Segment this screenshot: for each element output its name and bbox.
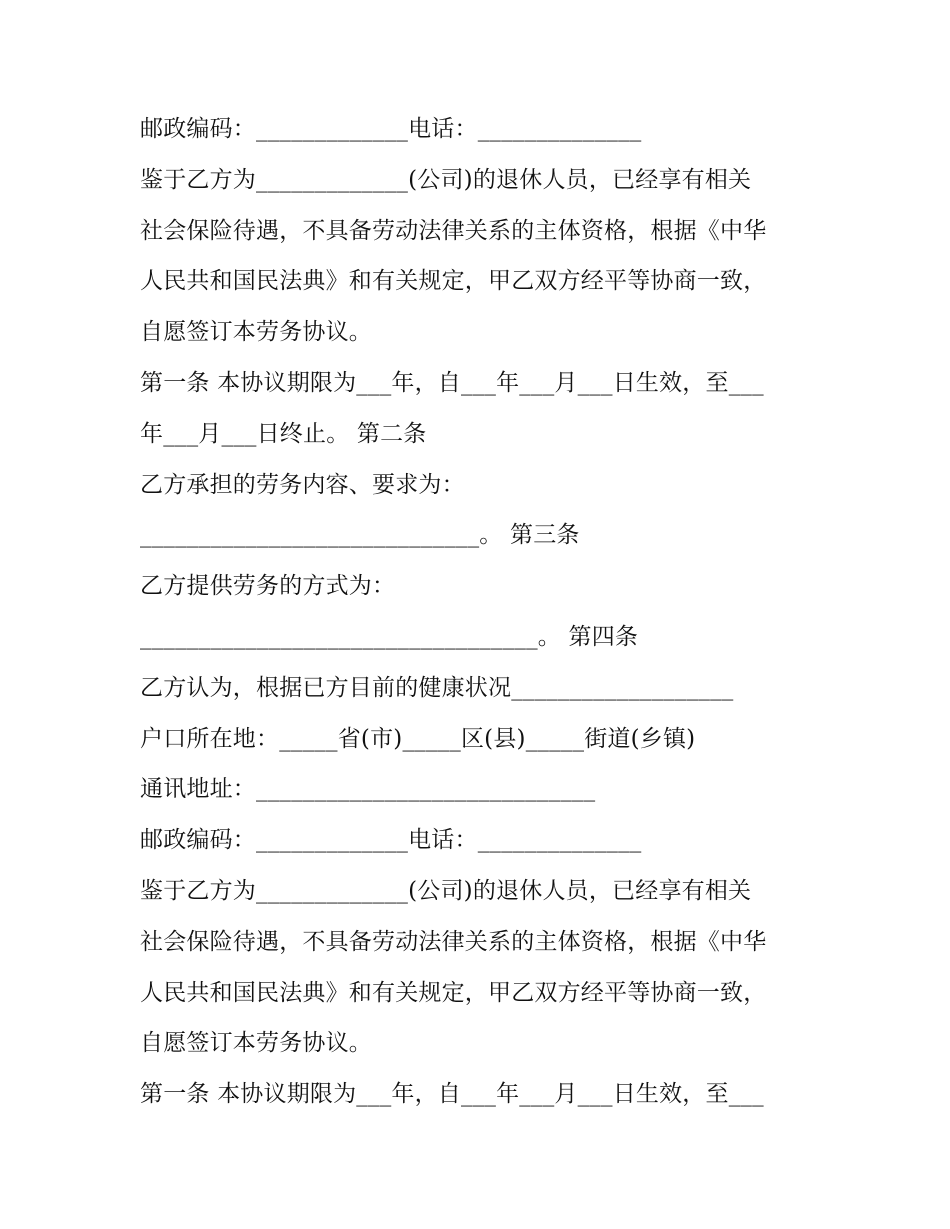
text-line-article-3: _____________________________。 第三条 — [140, 522, 580, 549]
text-line-health-status: 乙方认为，根据已方目前的健康状况___________________ — [140, 674, 734, 701]
text-line-civil-code: 人民共和国民法典》和有关规定，甲乙双方经平等协商一致， — [140, 268, 767, 295]
text-line-mailing-address: 通讯地址：_____________________________ — [140, 776, 596, 803]
text-line-article-1-term: 第一条 本协议期限为___年，自___年___月___日生效，至___ — [140, 369, 764, 396]
text-line-postal-phone: 邮政编码：_____________电话：______________ — [140, 116, 642, 142]
text-line-postal-phone-repeat: 邮政编码：_____________电话：______________ — [140, 827, 642, 854]
text-line-article-1-end: 年___月___日终止。 第二条 — [140, 420, 427, 447]
text-line-civil-code-repeat: 人民共和国民法典》和有关规定，甲乙双方经平等协商一致， — [140, 979, 767, 1006]
text-line-article-1-term-repeat: 第一条 本协议期限为___年，自___年___月___日生效，至___ — [140, 1081, 764, 1108]
text-line-household-registration: 户口所在地：_____省(市)_____区(县)_____街道(乡镇) — [140, 725, 696, 752]
text-line-agreement-signing-repeat: 自愿签订本劳务协议。 — [140, 1030, 372, 1057]
text-line-service-content: 乙方承担的劳务内容、要求为： — [140, 471, 465, 498]
text-line-agreement-signing: 自愿签订本劳务协议。 — [140, 319, 372, 346]
text-line-social-insurance-repeat: 社会保险待遇，不具备劳动法律关系的主体资格，根据《中华 — [140, 928, 767, 955]
text-line-article-4: __________________________________。 第四条 — [140, 623, 639, 650]
text-line-service-method: 乙方提供劳务的方式为： — [140, 573, 396, 600]
text-line-retiree-statement-repeat: 鉴于乙方为_____________(公司)的退休人员，已经享有相关 — [140, 877, 752, 904]
text-line-retiree-statement: 鉴于乙方为_____________(公司)的退休人员，已经享有相关 — [140, 166, 752, 193]
document-body — [140, 104, 830, 1120]
text-line-social-insurance: 社会保险待遇，不具备劳动法律关系的主体资格，根据《中华 — [140, 217, 767, 244]
